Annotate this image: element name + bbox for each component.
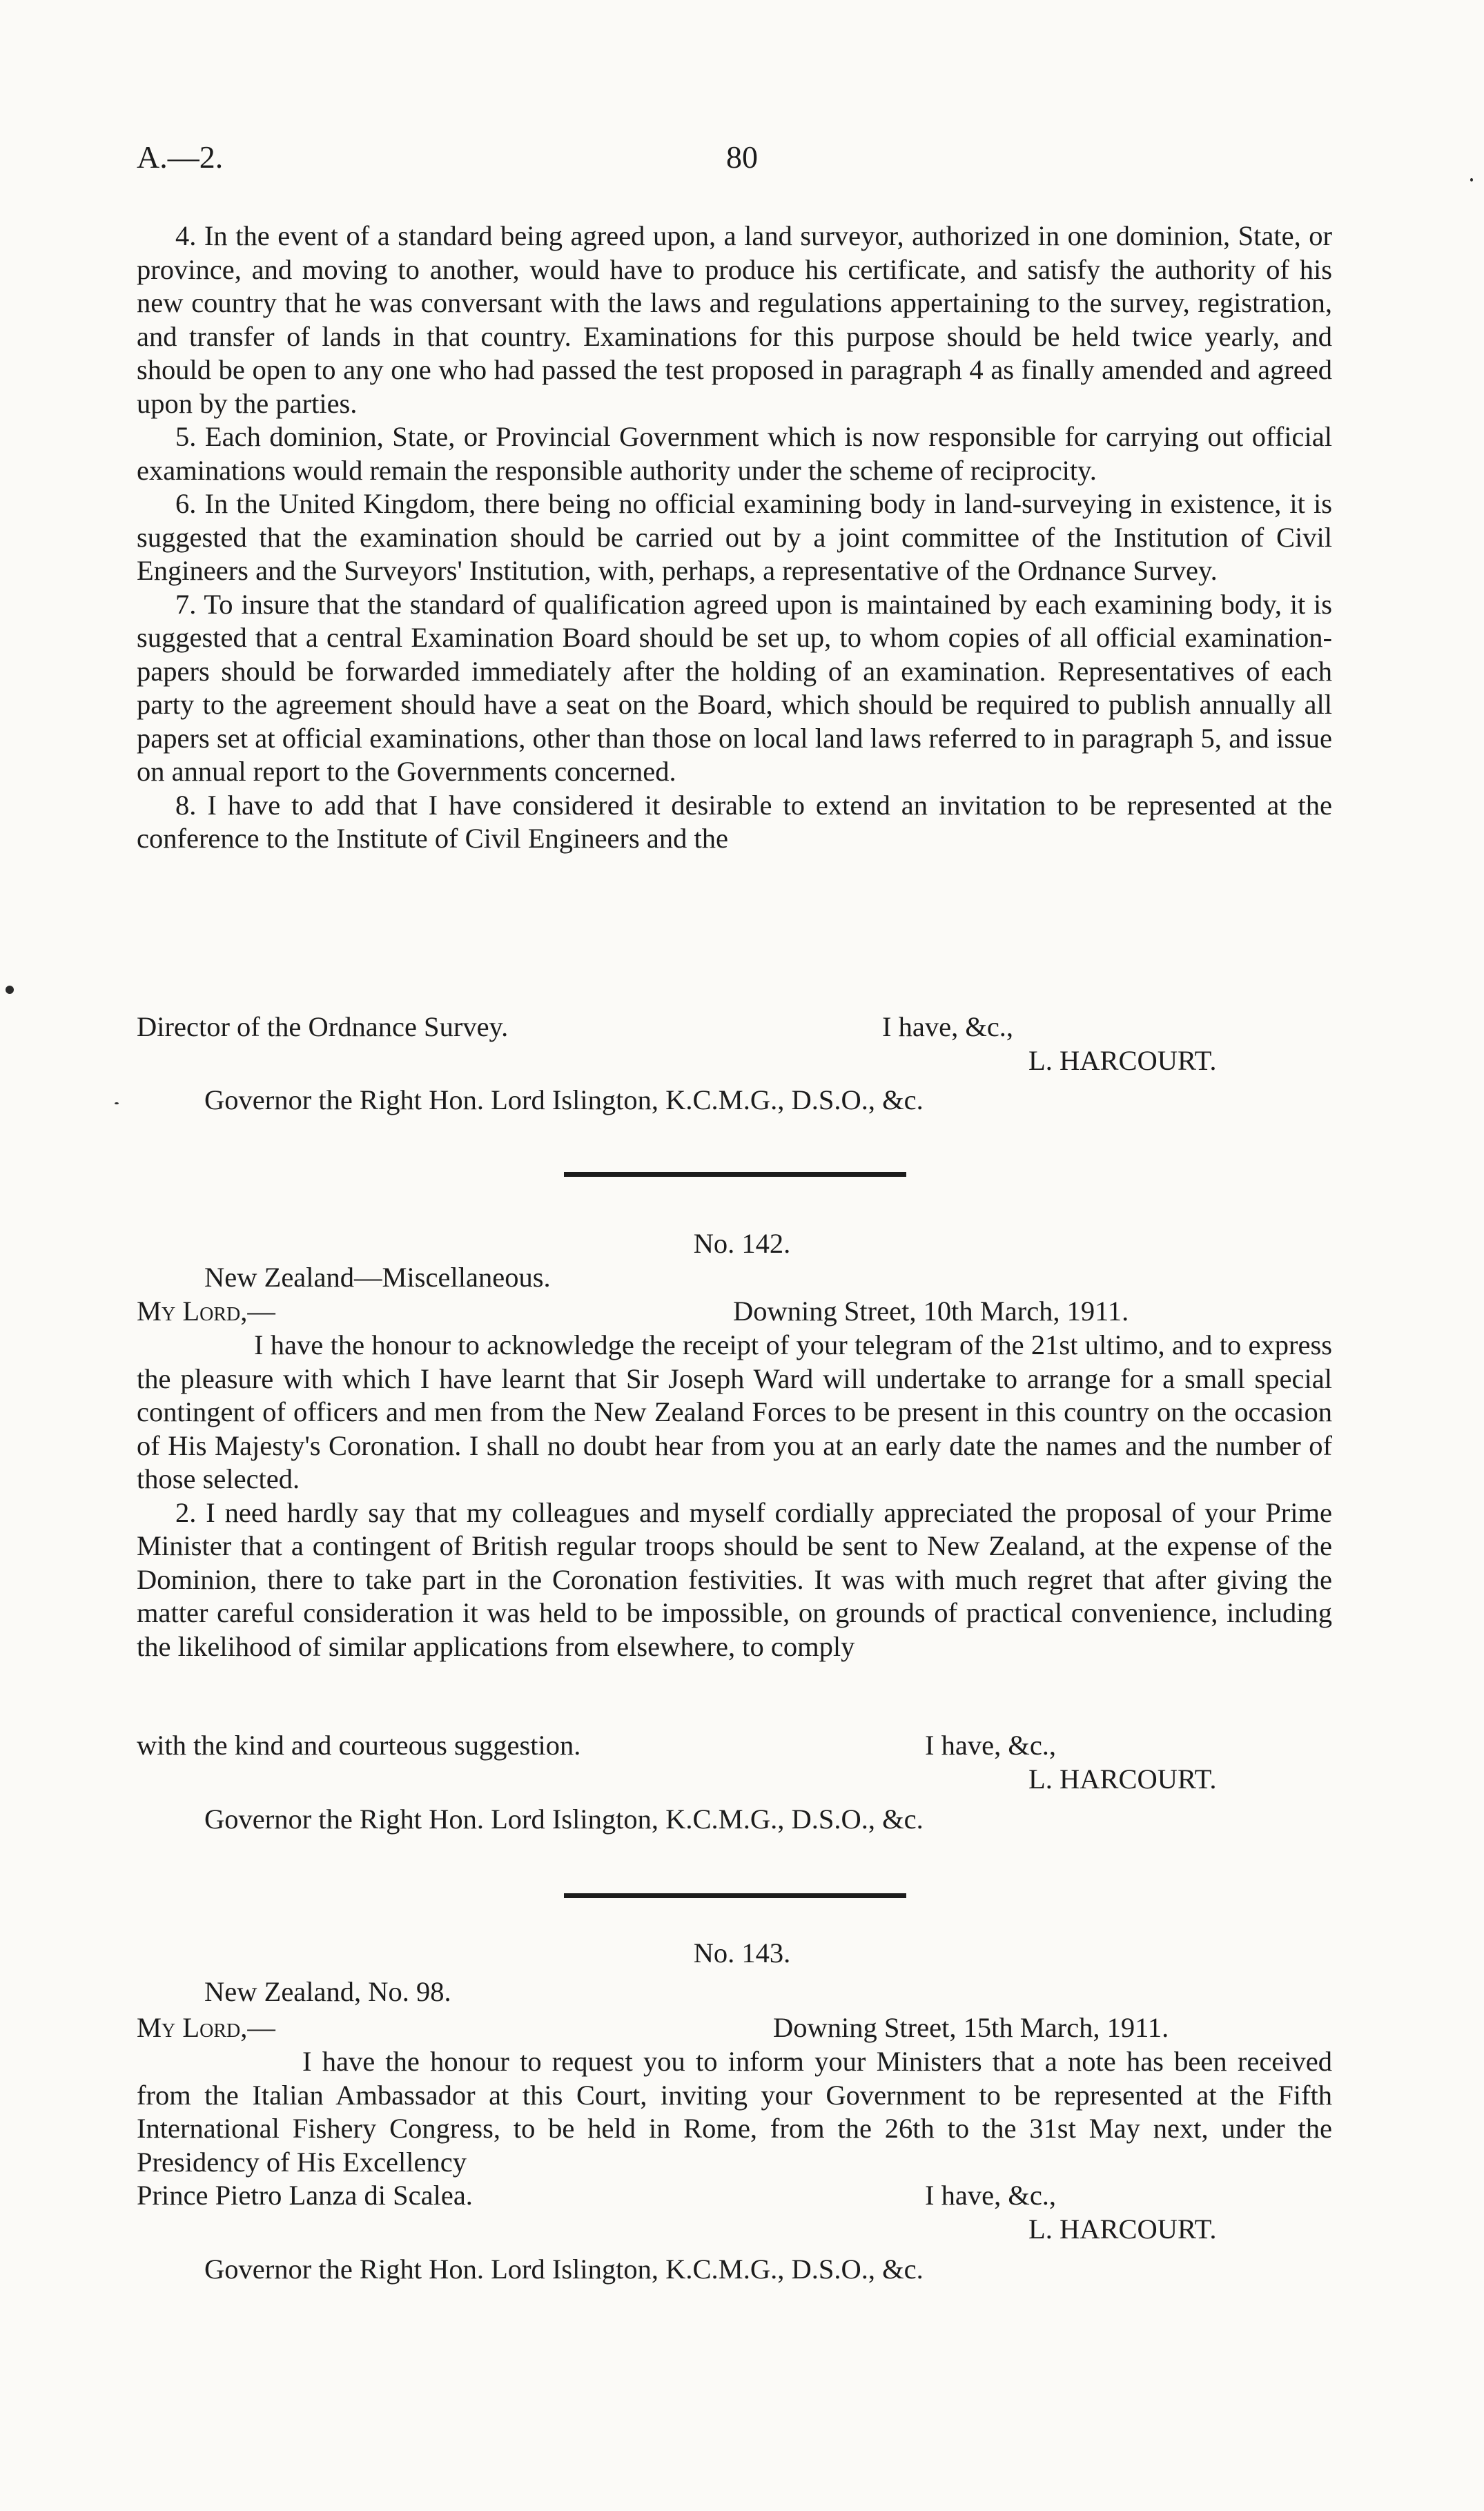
section3-signature: L. HARCOURT. [1028,2214,1217,2245]
section1-addressee: Governor the Right Hon. Lord Islington, K.C.M.G., D.S.O., &c. [204,1084,924,1115]
salutation: My Lord,— [137,1296,275,1327]
section2-addressee: Governor the Right Hon. Lord Islington, K.C.M.G., D.S.O., &c. [204,1804,924,1835]
section1-last-line: Director of the Ordnance Survey. [137,1011,509,1042]
paragraph-8: 8. I have to add that I have considered it desirable to extend an invitation to be represented at the conference to the Institute of Civil Engineers and the [137,789,1332,854]
section2-closing: I have, &c., [925,1730,1057,1761]
page-number: 80 [726,139,758,175]
section-divider [564,1893,906,1898]
scan-speck [6,986,14,994]
section2-signature: L. HARCOURT. [1028,1763,1217,1795]
paragraph-1: I have the honour to request you to inform your Ministers that a note has been received from the Italian Ambassador at this Court, inviting your Government to be represented at the Fifth International Fishery Congress, to be held in Rome, from the 26th to the 31st May next, under the Presidency of His Excellency [137,2046,1332,2178]
dateline: Downing Street, 15th March, 1911. [773,2012,1169,2043]
dateline: Downing Street, 10th March, 1911. [733,1296,1129,1327]
section2-body [137,1329,1332,1663]
letter-number: No. 143. [693,1937,791,1968]
section1-signature: L. HARCOURT. [1028,1045,1217,1076]
letter-number: No. 142. [693,1228,791,1259]
letter-subject: New Zealand, No. 98. [204,1976,451,2007]
paragraph-2: 2. I need hardly say that my colleagues and myself cordially appreciated the proposal of your Prime Minister that a contingent of British regular troops should be sent to New Zealand, at the expense of the Dominion, there to take part in the Coronation festivities. It was with much regret that after giving the matter careful consideration it was held to be impossible, on grounds of practical convenience, including the likelihood of similar applications from elsewhere, to comply [137,1496,1332,1662]
section-divider [564,1172,906,1177]
paragraph-6: 6. In the United Kingdom, there being no official examining body in land-surveying in existence, it is suggested that the examination should be carried out by a joint committee of the Institution of Civil Engineers and the Surveyors' Institution, with, perhaps, a representative of the Ordnance Survey. [137,488,1332,586]
section3-closing: I have, &c., [925,2180,1057,2211]
letter-subject: New Zealand—Miscellaneous. [204,1262,551,1293]
scan-speck [1470,178,1473,182]
section2-last-line: with the kind and courteous suggestion. [137,1730,581,1761]
section3-addressee: Governor the Right Hon. Lord Islington, K.C.M.G., D.S.O., &c. [204,2254,924,2285]
document-reference: A.—2. [137,139,224,175]
paragraph-1: I have the honour to acknowledge the receipt of your telegram of the 21st ultimo, and to express the pleasure with which I have learnt that Sir Joseph Ward will undertake to arrange for a small special contingent of officers and men from the New Zealand Forces to be present in this country on the occasion of His Majesty's Coronation. I shall no doubt hear from you at an early date the names and the number of those selected. [137,1329,1332,1494]
paragraph-4: 4. In the event of a standard being agreed upon, a land surveyor, authorized in one dominion, State, or province, and moving to another, would have to produce his certificate, and satisfy the authority of his new country that he was conversant with the laws and regulations appertaining to the survey, registration, and transfer of lands in that country. Examinations for this purpose should be held twice yearly, and should be open to any one who had passed the test proposed in paragraph 4 as finally amended and agreed upon by the parties. [137,220,1332,419]
paragraph-5: 5. Each dominion, State, or Provincial Government which is now responsible for carrying out official examinations would remain the responsible authority under the scheme of reciprocity. [137,421,1332,486]
scan-speck [115,1102,119,1104]
section3-body [137,2045,1332,2179]
section1-body [137,219,1332,856]
section3-last-line: Prince Pietro Lanza di Scalea. [137,2180,473,2211]
salutation: My Lord,— [137,2012,275,2043]
paragraph-7: 7. To insure that the standard of qualification agreed upon is maintained by each examining body, it is suggested that a central Examination Board should be set up, to whom copies of all official examination-papers should be forwarded immediately after the holding of an examination. Representatives of each party to the agreement should have a seat on the Board, which should be required to publish annually all papers set at official examinations, other than those on local land laws referred to in paragraph 5, and issue on annual report to the Governments concerned. [137,588,1332,787]
section1-closing: I have, &c., [882,1011,1014,1042]
